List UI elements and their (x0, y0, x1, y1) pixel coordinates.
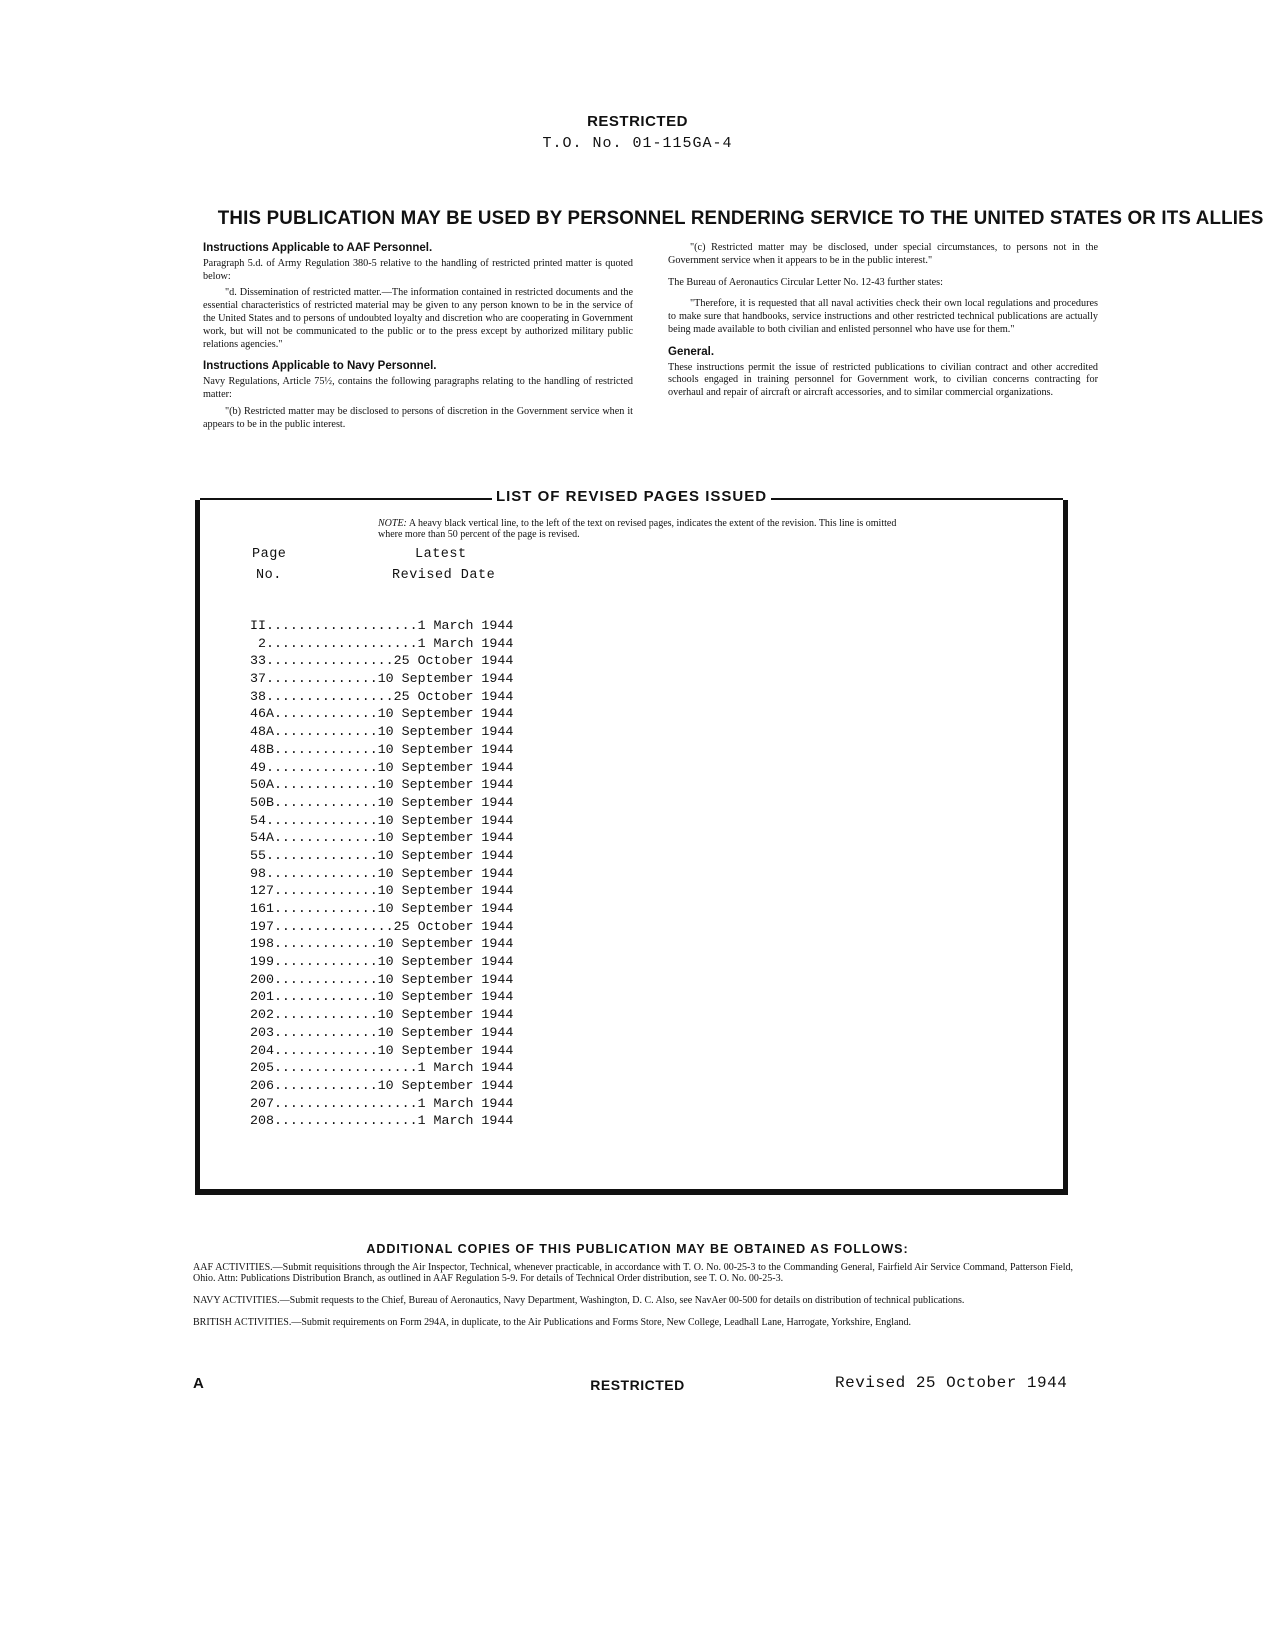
revised-page-number: 49 (250, 759, 266, 775)
dot-leader: ............. (273, 706, 378, 722)
revised-page-number: 48A (250, 724, 274, 740)
revised-page-row (250, 1024, 650, 1042)
revised-page-number: 204 (250, 1042, 274, 1058)
revised-page-number: 201 (250, 989, 274, 1005)
dot-leader: ............. (273, 777, 378, 793)
revised-page-number: 161 (250, 901, 274, 916)
revised-page-number: 202 (250, 1007, 274, 1023)
dot-leader: .............. (265, 759, 378, 775)
revised-page-row (250, 688, 650, 706)
revised-page-row (250, 776, 650, 794)
dot-leader: ............. (273, 1042, 378, 1058)
navy-heading: Instructions Applicable to Navy Personnel. (203, 360, 437, 373)
revised-page-row (250, 829, 650, 847)
dot-leader: .................. (273, 1095, 418, 1111)
revised-date: 10 September 1944 (377, 812, 514, 828)
dot-leader: ................... (265, 635, 418, 651)
revised-page-number: 207 (250, 1095, 274, 1111)
revised-page-number: 55 (250, 847, 266, 863)
navy-paragraph-2: "(b) Restricted matter may be disclosed to persons of discretion in the Government service when it appears to be in the public interest. (203, 405, 633, 430)
revised-page-number: 198 (250, 936, 274, 952)
revised-page-number: 50A (250, 777, 274, 793)
to-number: T.O. No. 01-115GA-4 (542, 135, 733, 152)
dot-leader: .............. (265, 812, 378, 828)
note-label: NOTE: (378, 518, 407, 529)
revised-page-row (250, 935, 650, 953)
revised-date: 10 September 1944 (377, 971, 514, 987)
revised-page-number: 54 (250, 812, 266, 828)
left-column (203, 242, 633, 435)
revised-page-row (250, 794, 650, 812)
header-restricted: RESTRICTED (587, 113, 688, 130)
revised-page-number: II (250, 618, 266, 633)
dot-leader: ............... (273, 918, 394, 934)
revised-date: 1 March 1944 (417, 635, 514, 651)
revised-date: 10 September 1944 (377, 883, 514, 899)
dot-leader: ................ (265, 688, 394, 704)
revised-page-number: 197 (250, 918, 274, 934)
revised-date: 10 September 1944 (377, 1024, 514, 1040)
dot-leader: ............. (273, 1077, 378, 1093)
navy-paragraph-1: Navy Regulations, Article 75½, contains the following paragraphs relating to the handling of restricted matter: (203, 376, 633, 400)
revised-page-row (250, 741, 650, 759)
revised-page-number: 54A (250, 830, 274, 846)
revised-page-number: 37 (250, 671, 266, 687)
navy-paragraph-3: "(c) Restricted matter may be disclosed, under special circumstances, to persons not in the Government service when it appears to be in the public interest." (668, 242, 1098, 266)
footer-page-letter: A (193, 1375, 204, 1392)
revised-date: 10 September 1944 (377, 777, 514, 793)
revised-page-number: 206 (250, 1077, 274, 1093)
aaf-activities: AAF ACTIVITIES.—Submit requisitions through the Air Inspector, Technical, whenever practicable, in accordance with T. O. No. 00-25-3 to the Commanding General, Fairfield Air Service Command, Patterson Field, Ohio. Attn: Publications Distribution Branch, as outlined in AAF Regulation 5-9. For details of Technical Order distribution, see T. O. No. 00-25-3. (193, 1262, 1073, 1284)
revised-date: 10 September 1944 (377, 954, 514, 970)
dot-leader: ................ (265, 653, 394, 669)
footer-revised-date: Revised 25 October 1944 (835, 1374, 1068, 1392)
revised-page-row (250, 1112, 650, 1130)
revised-date: 10 September 1944 (377, 989, 514, 1005)
revised-page-row (250, 759, 650, 777)
revised-page-number: 98 (250, 865, 266, 881)
revised-page-row (250, 723, 650, 741)
revised-page-row (250, 1006, 650, 1024)
revised-date: 10 September 1944 (377, 1007, 514, 1023)
revised-page-row (250, 882, 650, 900)
right-column (668, 242, 1098, 404)
dot-leader: .................. (273, 1060, 418, 1076)
col-page-line-1: Page (252, 547, 287, 562)
col-page-line-2: No. (256, 568, 282, 583)
revised-page-row (250, 705, 650, 723)
revised-page-number: 46A (250, 706, 274, 722)
revised-date: 1 March 1944 (417, 618, 514, 633)
revised-page-number: 199 (250, 954, 274, 970)
footer-restricted: RESTRICTED (590, 1377, 685, 1393)
additional-copies-title: ADDITIONAL COPIES OF THIS PUBLICATION MAY BE OBTAINED AS FOLLOWS: (366, 1242, 909, 1256)
dot-leader: ............. (273, 901, 378, 916)
british-activities: BRITISH ACTIVITIES.—Submit requirements on Form 294A, in duplicate, to the Air Publications and Forms Store, New College, Leadhall Lane, Harrogate, Yorkshire, England. (193, 1317, 911, 1328)
revised-page-row (250, 918, 650, 936)
aaf-paragraph-2: "d. Dissemination of restricted matter.—The information contained in restricted documents and the essential characteristics of restricted material may be given to any person known to be in the service of the United States and to persons of undoubted loyalty and discretion who are cooperating in Government work, but will not be communicated to the public or to the press except by authorized military public relations agencies." (203, 287, 633, 350)
revised-date: 10 September 1944 (377, 671, 514, 687)
revised-page-row (250, 617, 650, 635)
revised-page-row (250, 847, 650, 865)
dot-leader: ............. (273, 724, 378, 740)
revised-page-number: 33 (250, 653, 266, 669)
revised-date: 1 March 1944 (417, 1060, 514, 1076)
dot-leader: .................. (273, 1113, 418, 1129)
general-paragraph: These instructions permit the issue of restricted publications to civilian contract and other accredited schools engaged in training personnel for Government work, to civilian concerns contracting for overhaul and repair of aircraft or aircraft accessories, and to similar commercial organizations. (668, 361, 1098, 399)
dot-leader: ............. (273, 794, 378, 810)
col-date-line-1: Latest (415, 547, 467, 562)
navy-activities: NAVY ACTIVITIES.—Submit requests to the Chief, Bureau of Aeronautics, Navy Department, Washington, D. C. Also, see NavAer 00-500 for details on distribution of technical publications. (193, 1295, 965, 1306)
dot-leader: ............. (273, 830, 378, 846)
revised-date: 1 March 1944 (417, 1095, 514, 1111)
revised-date: 10 September 1944 (377, 706, 514, 722)
revised-page-number: 208 (250, 1113, 274, 1129)
dot-leader: ............. (273, 741, 378, 757)
revised-page-row (250, 988, 650, 1006)
revised-page-row (250, 900, 650, 918)
revised-date: 25 October 1944 (393, 688, 514, 704)
revised-page-number: 50B (250, 794, 274, 810)
revised-page-row (250, 1042, 650, 1060)
note-text: A heavy black vertical line, to the left of the text on revised pages, indicates the extent of the revision. This line is omitted where more than 50 percent of the page is revised. (378, 518, 897, 540)
revised-page-row (250, 1059, 650, 1077)
publication-banner: THIS PUBLICATION MAY BE USED BY PERSONNEL RENDERING SERVICE TO THE UNITED STATES OR ITS ALLIES (217, 207, 1264, 229)
revised-pages-box (195, 488, 1068, 1195)
revised-page-row (250, 812, 650, 830)
revised-page-number: 203 (250, 1024, 274, 1040)
dot-leader: ............. (273, 936, 378, 952)
dot-leader: ............. (273, 954, 378, 970)
aaf-paragraph-1: Paragraph 5.d. of Army Regulation 380-5 relative to the handling of restricted printed matter is quoted below: (203, 257, 633, 282)
dot-leader: ............. (273, 989, 378, 1005)
dot-leader: ............. (273, 1007, 378, 1023)
revised-page-row (250, 670, 650, 688)
revised-page-row (250, 971, 650, 989)
revised-page-row (250, 1077, 650, 1095)
revision-note (378, 518, 898, 540)
dot-leader: .............. (265, 847, 378, 863)
col-date-line-2: Revised Date (392, 568, 496, 583)
revised-page-number: 2 (257, 635, 266, 651)
revised-page-number: 205 (250, 1060, 274, 1076)
revised-page-number: 200 (250, 971, 274, 987)
revised-date: 10 September 1944 (377, 830, 514, 846)
aaf-heading: Instructions Applicable to AAF Personnel. (203, 242, 433, 254)
dot-leader: ............. (273, 1024, 378, 1040)
revised-date: 10 September 1944 (377, 901, 514, 916)
revised-date: 25 October 1944 (393, 918, 514, 934)
general-heading: General. (668, 345, 715, 358)
revised-date: 10 September 1944 (377, 847, 514, 863)
revised-page-row (250, 865, 650, 883)
revised-date: 10 September 1944 (377, 741, 514, 757)
bureau-paragraph: The Bureau of Aeronautics Circular Letter No. 12-43 further states: (668, 276, 943, 288)
revised-pages-rows (250, 617, 650, 1130)
revised-page-number: 38 (250, 688, 266, 704)
dot-leader: .............. (265, 865, 378, 881)
revised-page-number: 127 (250, 883, 274, 899)
revised-page-row (250, 1095, 650, 1113)
revised-pages-title: LIST OF REVISED PAGES ISSUED (200, 488, 1063, 506)
revised-page-row (250, 635, 650, 653)
revised-page-number: 48B (250, 741, 274, 757)
revised-date: 10 September 1944 (377, 794, 514, 810)
dot-leader: ............. (273, 883, 378, 899)
revised-date: 10 September 1944 (377, 724, 514, 740)
revised-page-row (250, 652, 650, 670)
revised-date: 10 September 1944 (377, 759, 514, 775)
dot-leader: ............. (273, 971, 378, 987)
dot-leader: ................... (265, 618, 418, 633)
dot-leader: .............. (265, 671, 378, 687)
revised-date: 10 September 1944 (377, 936, 514, 952)
revised-date: 10 September 1944 (377, 865, 514, 881)
revised-page-row (250, 953, 650, 971)
revised-date: 1 March 1944 (417, 1113, 514, 1129)
revised-date: 10 September 1944 (377, 1077, 514, 1093)
bureau-quote: "Therefore, it is requested that all naval activities check their own local regulations and procedures to make sure that handbooks, service instructions and other restricted technical publications are actually being made available to both civilian and enlisted personnel who have use for them." (668, 298, 1098, 335)
revised-date: 10 September 1944 (377, 1042, 514, 1058)
revised-date: 25 October 1944 (393, 653, 514, 669)
